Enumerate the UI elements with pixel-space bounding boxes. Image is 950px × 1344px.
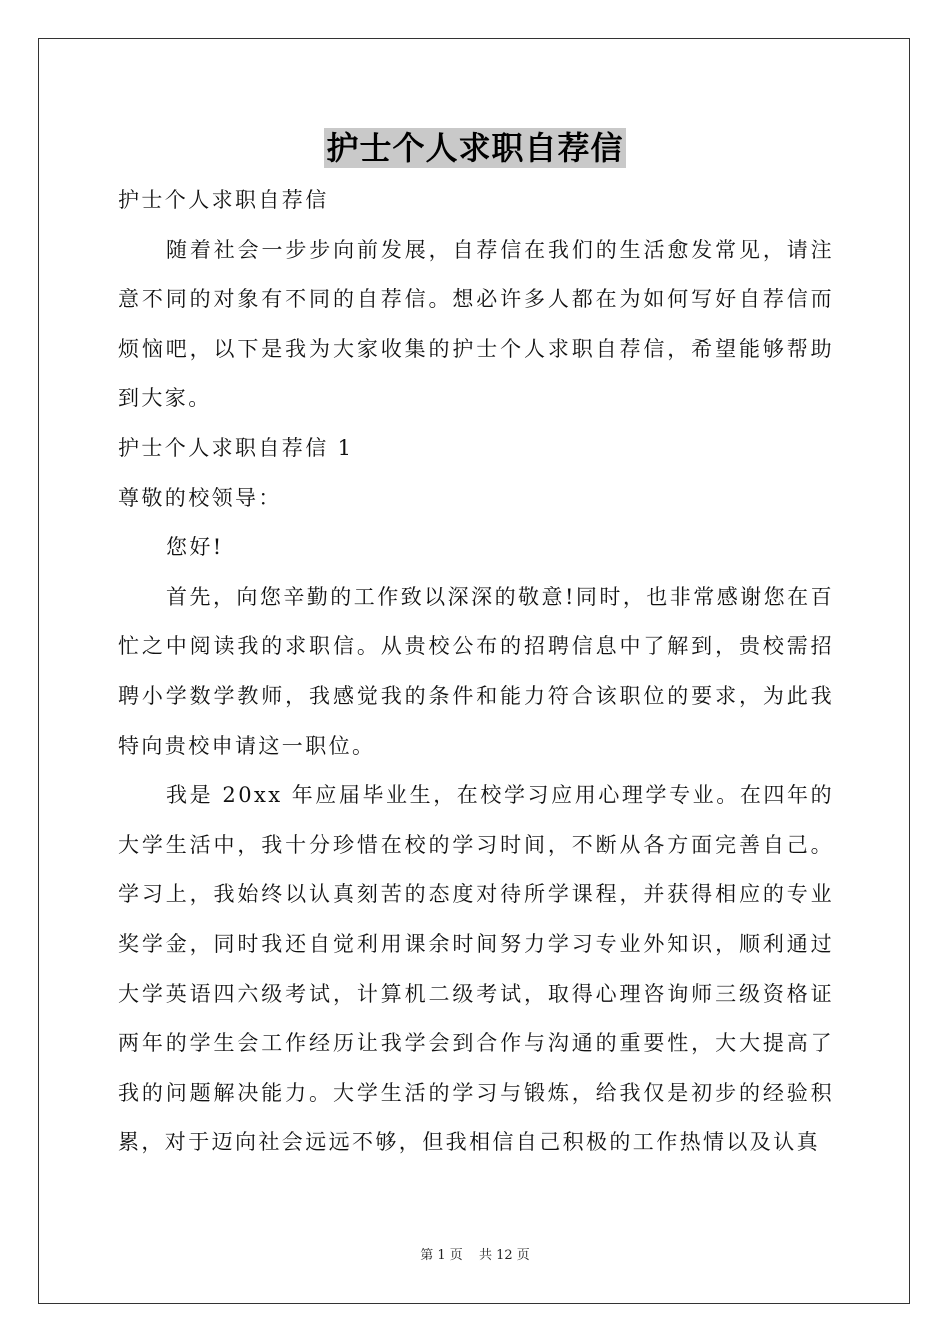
paragraph: 随着社会一步步向前发展，自荐信在我们的生活愈发常见，请注意不同的对象有不同的自荐信。想必许多人都在为如何写好自荐信而烦恼吧，以下是我为大家收集的护士个人求职自荐信，希望能够帮助到大家。 — [118, 237, 834, 411]
paragraph: 首先，向您辛勤的工作致以深深的敬意!同时，也非常感谢您在百忙之中阅读我的求职信。从贵校公布的招聘信息中了解到，贵校需招聘小学数学教师，我感觉我的条件和能力符合该职位的要求，为此我特向贵校申请这一职位。 — [118, 584, 834, 758]
paragraph: 我是 20xx 年应届毕业生，在校学习应用心理学专业。在四年的大学生活中，我十分珍惜在校的学习时间，不断从各方面完善自己。学习上，我始终以认真刻苦的态度对待所学课程，并获得相应的专业奖学金，同时我还自觉利用课余时间努力学习专业外知识，顺利通过大学英语四六级考试，计算机二级考试，取得心理咨询师三级资格证两年的学生会工作经历让我学会到合作与沟通的重要性，大大提高了我的问题解决能力。大学生活的学习与锻炼，给我仅是初步的经验积累，对于迈向社会远远不够，但我相信自己积极的工作热情以及认真 — [118, 783, 834, 1155]
paragraph: 尊敬的校领导： — [118, 485, 282, 510]
document-body — [118, 176, 834, 1168]
page-number: 第 1 页 — [420, 1248, 463, 1263]
page-title: 护士个人求职自荐信 — [326, 129, 624, 167]
paragraph: 护士个人求职自荐信 — [118, 188, 329, 212]
paragraph: 您好! — [166, 535, 224, 560]
paragraph: 护士个人求职自荐信 1 — [118, 435, 354, 460]
title-area — [0, 128, 950, 168]
page-total: 共 12 页 — [478, 1248, 530, 1263]
page-footer — [0, 1247, 950, 1265]
